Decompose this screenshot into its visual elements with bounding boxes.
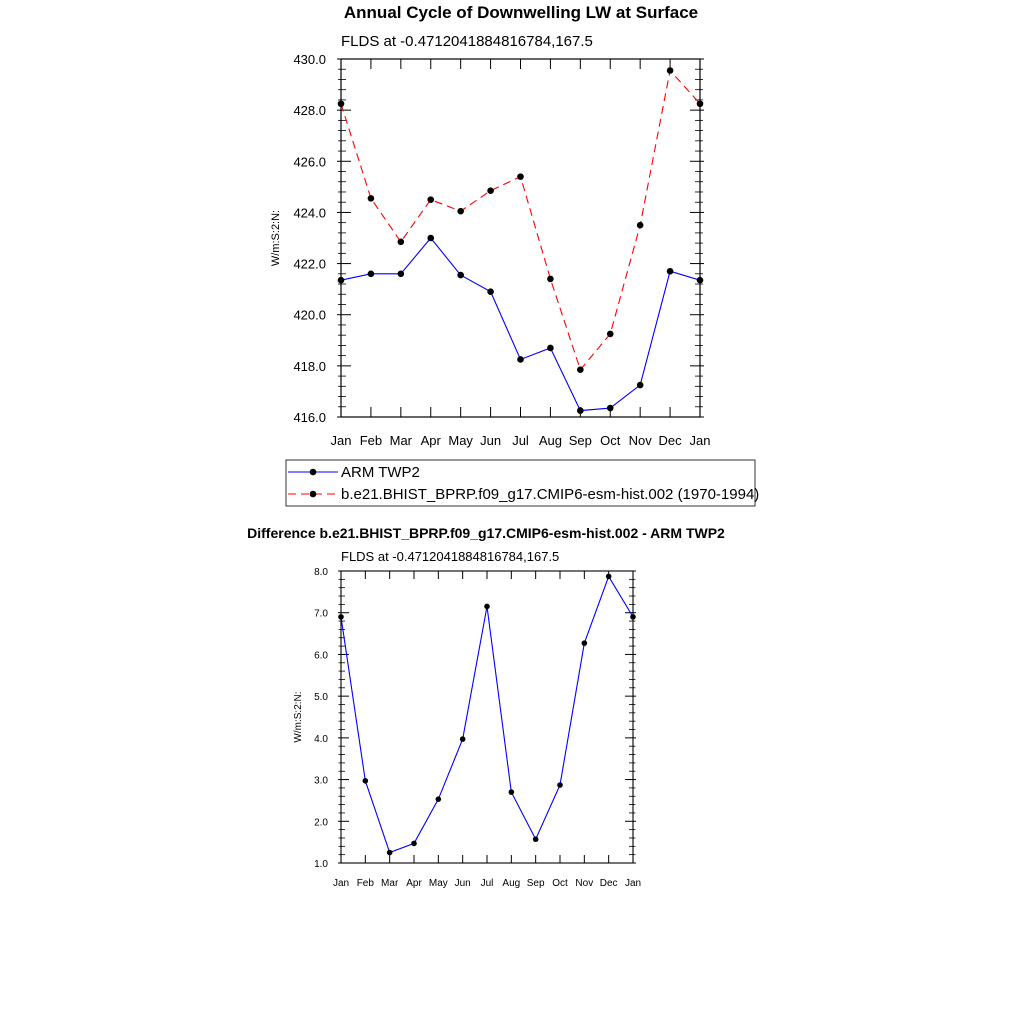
chart-1-ylabel: W/m:S:2:N:: [270, 209, 282, 267]
series-1-point: [436, 796, 442, 802]
x-tick-label: Feb: [359, 433, 383, 448]
chart-2-ytick-labels: [314, 567, 328, 870]
series-1-point: [577, 407, 584, 414]
chart-1-title: Annual Cycle of Downwelling LW at Surface: [343, 3, 699, 22]
series-1-point: [557, 782, 563, 788]
chart-2-subtitle: FLDS at -0.4712041884816784,167.5: [341, 549, 560, 564]
y-tick-label: 4.0: [314, 733, 328, 745]
series-line-1: [341, 576, 633, 852]
series-2-point: [577, 366, 584, 373]
series-1-point: [517, 356, 524, 363]
x-tick-label: Jan: [332, 878, 350, 889]
series-1-point: [484, 604, 490, 610]
chart-1-subtitle: FLDS at -0.4712041884816784,167.5: [341, 33, 593, 50]
series-2-point: [667, 67, 674, 74]
x-tick-label: Apr: [406, 878, 422, 889]
x-tick-label: Apr: [420, 433, 441, 448]
series-2-point: [637, 222, 644, 229]
series-2-point: [607, 331, 614, 338]
series-1-point: [637, 382, 644, 389]
chart-1-ticks: [337, 59, 704, 417]
series-1-point: [398, 271, 405, 278]
series-1-point: [582, 640, 588, 646]
series-2-point: [427, 196, 434, 203]
y-tick-label: 3.0: [314, 775, 328, 787]
x-tick-label: Jul: [512, 433, 529, 448]
y-tick-label: 7.0: [314, 608, 328, 620]
chart-1-series: [338, 67, 704, 414]
series-line-1: [341, 238, 700, 411]
x-tick-label: Jan: [624, 878, 642, 889]
y-tick-label: 5.0: [314, 692, 328, 704]
chart-2: [247, 525, 725, 889]
series-2-point: [517, 173, 524, 180]
series-2-point: [457, 208, 464, 215]
x-tick-label: May: [428, 878, 448, 889]
x-tick-label: Jan: [330, 433, 352, 448]
legend-marker-model: [310, 491, 317, 498]
chart-2-frame: [341, 571, 633, 863]
x-tick-label: Dec: [658, 433, 682, 448]
y-tick-label: 418.0: [293, 358, 326, 374]
y-tick-label: 430.0: [293, 52, 326, 67]
y-tick-label: 8.0: [314, 567, 328, 578]
series-1-point: [457, 272, 464, 279]
legend-marker-arm: [310, 469, 317, 476]
x-tick-label: Mar: [389, 433, 413, 448]
x-tick-label: Jun: [454, 878, 471, 889]
series-1-point: [411, 841, 417, 847]
x-tick-label: Nov: [575, 878, 594, 889]
series-1-point: [363, 778, 369, 784]
y-tick-label: 1.0: [314, 859, 328, 870]
legend-label-model: b.e21.BHIST_BPRP.f09_g17.CMIP6-esm-hist.002 (1970-1994): [341, 486, 760, 503]
x-tick-label: Sep: [526, 878, 545, 889]
series-1-point: [509, 789, 515, 795]
series-1-point: [487, 288, 494, 295]
x-tick-label: Dec: [599, 878, 618, 889]
chart-2-series: [338, 574, 636, 856]
chart-2-ticks: [338, 571, 636, 863]
y-tick-label: 422.0: [293, 256, 326, 272]
series-1-point: [667, 268, 674, 275]
y-tick-label: 424.0: [293, 205, 326, 221]
chart-1-xtick-labels: [331, 433, 711, 448]
chart-2-xtick-labels: [333, 878, 641, 889]
x-tick-label: May: [448, 433, 473, 448]
y-tick-label: 6.0: [314, 650, 328, 662]
x-tick-label: Oct: [600, 433, 621, 448]
chart-1: [270, 3, 759, 506]
y-tick-label: 426.0: [293, 154, 326, 170]
legend-label-arm: ARM TWP2: [341, 464, 420, 481]
x-tick-label: Mar: [381, 878, 399, 889]
y-tick-label: 420.0: [293, 307, 326, 323]
chart-1-legend: [286, 460, 759, 506]
series-1-point: [607, 405, 614, 412]
series-2-point: [368, 195, 375, 202]
x-tick-label: Nov: [628, 433, 652, 448]
series-line-2: [341, 71, 700, 370]
y-tick-label: 428.0: [293, 103, 326, 119]
x-tick-label: Oct: [552, 878, 568, 889]
y-tick-label: 416.0: [293, 410, 326, 425]
series-2-point: [398, 239, 405, 246]
series-1-point: [387, 850, 393, 856]
series-1-point: [460, 736, 466, 742]
chart-2-ylabel: W/m:S:2:N:: [293, 691, 304, 743]
series-1-point: [547, 345, 554, 352]
series-2-point: [547, 276, 554, 283]
x-tick-label: Jul: [480, 878, 494, 889]
chart-2-title: Difference b.e21.BHIST_BPRP.f09_g17.CMIP6-esm-hist.002 - ARM TWP2: [247, 525, 725, 541]
x-tick-label: Aug: [538, 433, 562, 448]
x-tick-label: Feb: [356, 878, 374, 889]
y-tick-label: 2.0: [314, 817, 328, 829]
x-tick-label: Jun: [480, 433, 502, 448]
x-tick-label: Aug: [502, 878, 521, 889]
series-1-point: [427, 235, 434, 242]
x-tick-label: Jan: [689, 433, 711, 448]
series-1-point: [606, 574, 612, 580]
series-2-point: [487, 187, 494, 194]
series-1-point: [368, 271, 375, 278]
series-1-point: [533, 836, 539, 842]
chart-1-ytick-labels: [293, 52, 326, 425]
x-tick-label: Sep: [568, 433, 592, 448]
